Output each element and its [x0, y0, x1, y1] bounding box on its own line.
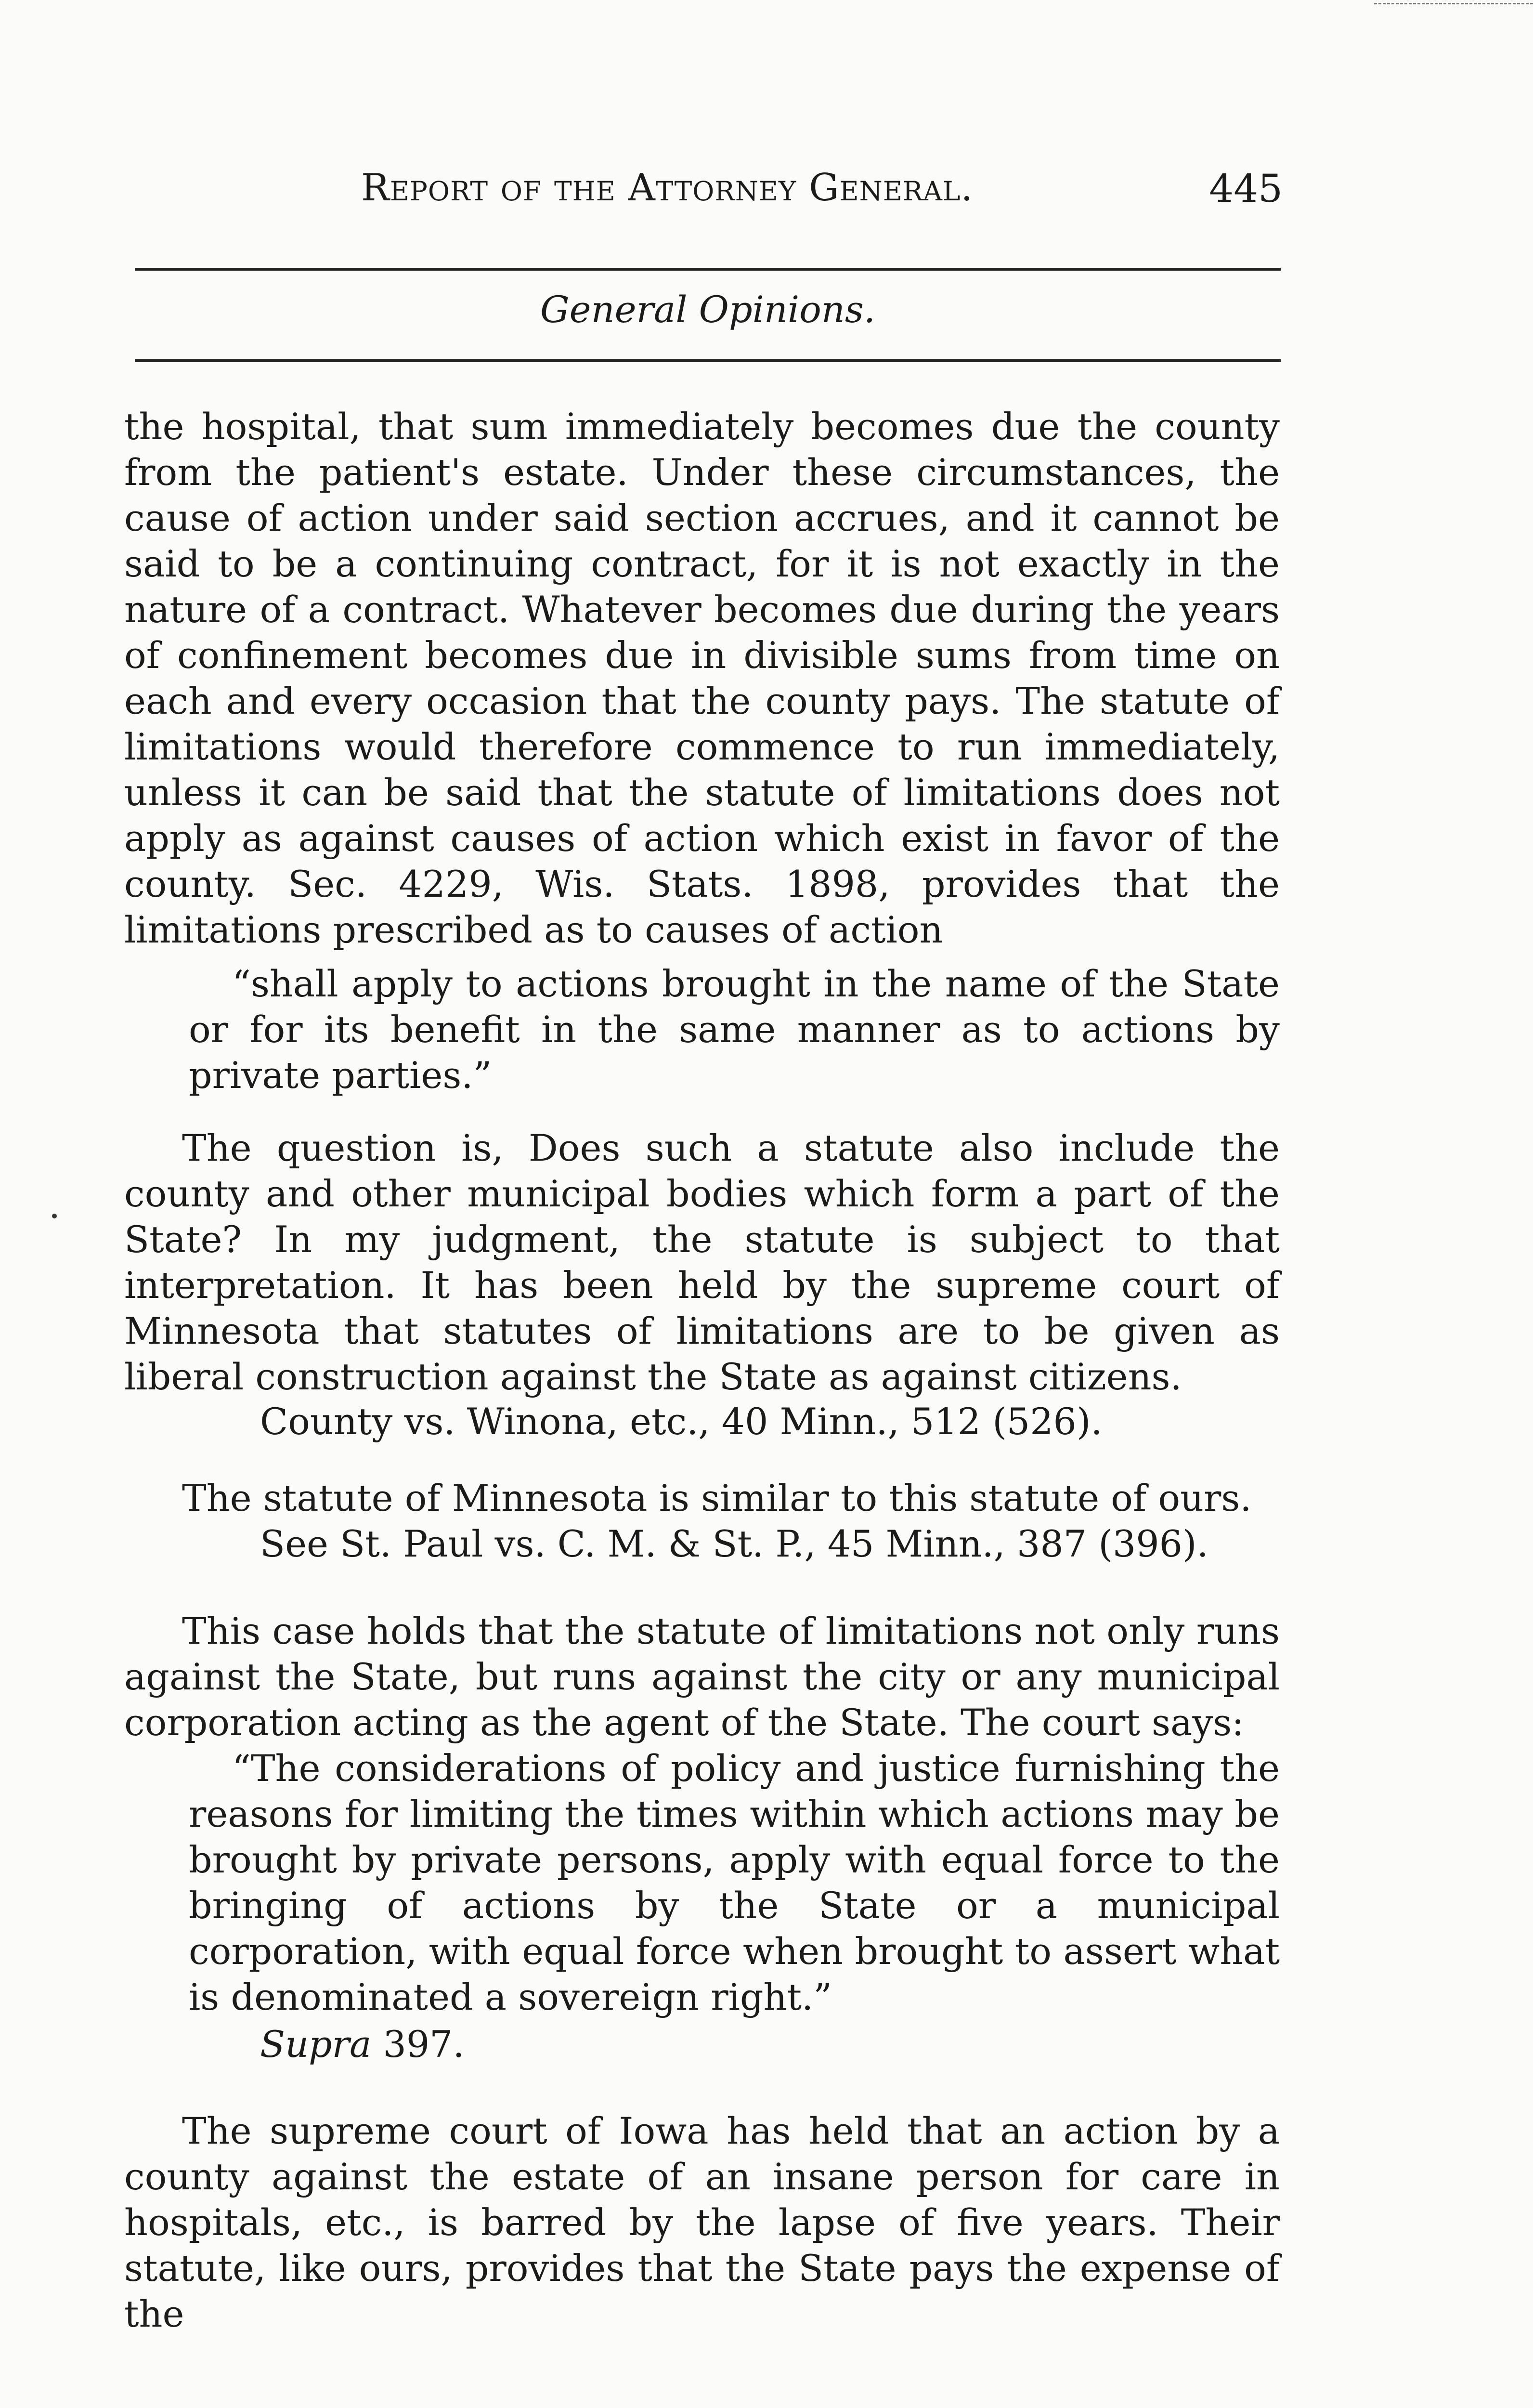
paragraph-5-text: The supreme court of Iowa has held that an action by a county against the estate of an insane person for care in hospitals, etc., is barred by the lapse of five years. Their statute, like ours, provides that the State pays the expense of the	[124, 2109, 1280, 2335]
citation-3-italic: Supra	[260, 2023, 372, 2066]
block-quote-2	[189, 1745, 1280, 2020]
running-header-title: Report of the Attorney General.	[361, 166, 974, 209]
citation-3	[260, 2023, 465, 2066]
paragraph-4-text: This case holds that the statute of limitations not only runs against the State, but runs against the city or any municipal corporation acting as the agent of the State. The court says:	[124, 1610, 1280, 1744]
paragraph-1	[124, 404, 1280, 953]
block-quote-1	[189, 961, 1280, 1098]
paragraph-5	[124, 2108, 1280, 2337]
paragraph-3-text: The statute of Minnesota is similar to this statute of ours.	[182, 1477, 1252, 1519]
citation-3-rest: 397.	[371, 2023, 465, 2066]
header-rule-top	[135, 268, 1281, 271]
paragraph-2-text: The question is, Does such a statute also include the county and other municipal bodies which form a part of the State? In my judgment, the statute is subject to that interpretation. It has been held by the supreme court of Minnesota that statutes of limitations are to be given as liberal construction against the State as against citizens.	[124, 1126, 1280, 1398]
paragraph-2	[124, 1125, 1280, 1400]
citation-2: See St. Paul vs. C. M. & St. P., 45 Minn., 387 (396).	[260, 1522, 1208, 1565]
block-quote-2-text: “The considerations of policy and justice furnishing the reasons for limiting the times within which actions may be brought by private persons, apply with equal force to the bringing of actions by the State or a municipal corporation, with equal force when brought to assert what is denominated a sovereign right.”	[189, 1747, 1280, 2018]
paragraph-4	[124, 1608, 1280, 1745]
scan-artifact-line	[1374, 3, 1533, 4]
paragraph-1-text: the hospital, that sum immediately becomes due the county from the patient's estate. Under these circumstances, the cause of action under said section accrues, and it cannot be said to be a continuing contract, for it is not exactly in the nature of a contract. Whatever becomes due during the years of confinement becomes due in divisible sums from time on each and every occasion that the county pays. The statute of limitations would therefore commence to run immediately, unless it can be said that the statute of limitations does not apply as against causes of action which exist in favor of the county. Sec. 4229, Wis. Stats. 1898, provides that the limitations prescribed as to causes of action	[124, 405, 1280, 951]
header-rule-bottom	[135, 359, 1281, 362]
margin-mark	[52, 1214, 57, 1218]
page-number: 445	[1209, 166, 1283, 211]
citation-1: County vs. Winona, etc., 40 Minn., 512 (526).	[260, 1400, 1103, 1443]
block-quote-1-text: “shall apply to actions brought in the name of the State or for its benefit in the same manner as to actions by private parties.”	[189, 962, 1280, 1097]
section-title: General Opinions.	[540, 288, 876, 331]
